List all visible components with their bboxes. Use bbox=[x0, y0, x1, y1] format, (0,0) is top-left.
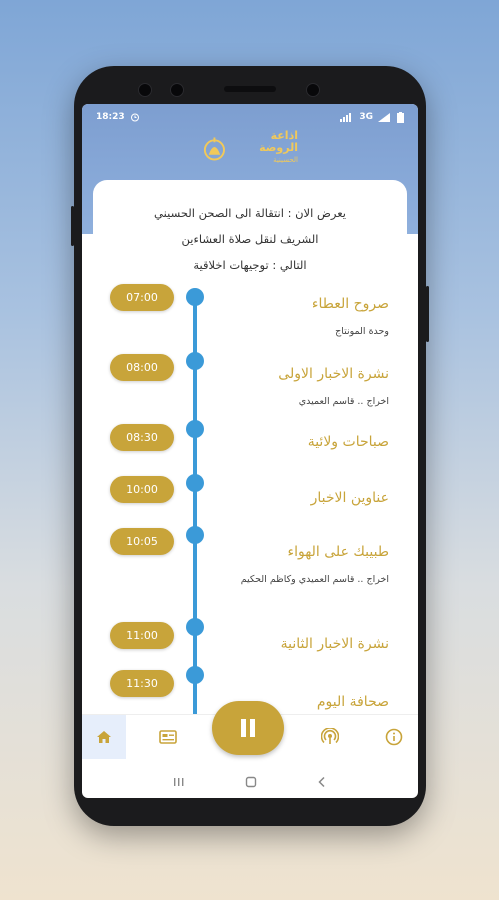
timeline-dot bbox=[186, 474, 204, 492]
timeline-dot bbox=[186, 618, 204, 636]
cell-signal-icon bbox=[378, 113, 392, 122]
time-pill: 10:00 bbox=[110, 476, 174, 503]
schedule-icon bbox=[159, 730, 177, 744]
timeline-dot bbox=[186, 526, 204, 544]
time-pill: 11:00 bbox=[110, 622, 174, 649]
timeline-dot bbox=[186, 288, 204, 306]
recents-icon[interactable] bbox=[173, 777, 185, 787]
program-subtitle: اخراج .. قاسم العميدي bbox=[298, 396, 389, 407]
timeline-dot bbox=[186, 352, 204, 370]
sensor bbox=[138, 83, 152, 97]
volume-button bbox=[71, 206, 74, 246]
pause-icon bbox=[239, 718, 257, 738]
schedule-card bbox=[93, 180, 407, 720]
pause-button[interactable] bbox=[212, 701, 284, 755]
nav-info[interactable] bbox=[372, 715, 416, 759]
timeline-dot bbox=[186, 420, 204, 438]
network-type: 3G bbox=[359, 112, 373, 122]
sensor-right bbox=[306, 83, 320, 97]
phone-frame bbox=[74, 66, 426, 826]
program-title: نشرة الاخبار الثانية bbox=[280, 636, 389, 652]
now-playing-line2: الشريف لنقل صلاة العشاءين bbox=[181, 232, 319, 246]
battery-icon bbox=[397, 112, 404, 123]
time-pill: 07:00 bbox=[110, 284, 174, 311]
system-nav-bar bbox=[82, 766, 418, 798]
power-button bbox=[426, 286, 429, 342]
status-bar bbox=[82, 104, 418, 130]
podcast-icon bbox=[321, 728, 339, 746]
program-title: عناوين الاخبار bbox=[310, 490, 389, 506]
status-time: 18:23 bbox=[96, 112, 125, 122]
info-icon bbox=[385, 728, 403, 746]
nav-live[interactable] bbox=[308, 715, 352, 759]
timeline-dot bbox=[186, 666, 204, 684]
program-title: طبيبك على الهواء bbox=[287, 544, 389, 560]
time-pill: 08:00 bbox=[110, 354, 174, 381]
system-home-icon[interactable] bbox=[245, 776, 257, 788]
time-pill: 11:30 bbox=[110, 670, 174, 697]
front-camera bbox=[170, 83, 184, 97]
alarm-icon bbox=[130, 112, 140, 122]
time-pill: 10:05 bbox=[110, 528, 174, 555]
earpiece bbox=[224, 86, 276, 92]
program-title: صروح العطاء bbox=[311, 296, 389, 312]
signal-icon bbox=[340, 113, 354, 122]
program-title: نشرة الاخبار الاولى bbox=[278, 366, 389, 382]
app-screen bbox=[82, 104, 418, 798]
program-title: صباحات ولائية bbox=[307, 434, 389, 450]
nav-schedule[interactable] bbox=[146, 715, 190, 759]
home-icon bbox=[96, 730, 112, 744]
now-playing-line1: يعرض الان : انتقالة الى الصحن الحسيني bbox=[154, 206, 346, 220]
back-icon[interactable] bbox=[317, 776, 327, 788]
logo-title: اذاعة الروضة bbox=[259, 129, 298, 154]
nav-home[interactable] bbox=[82, 715, 126, 759]
program-subtitle: اخراج .. قاسم العميدي وكاظم الحكيم bbox=[240, 574, 389, 585]
bottom-nav bbox=[82, 714, 418, 767]
logo-subtitle: الحسينية bbox=[273, 156, 298, 164]
now-playing bbox=[93, 200, 407, 278]
time-pill: 08:30 bbox=[110, 424, 174, 451]
app-logo bbox=[202, 130, 298, 166]
logo-dome-icon bbox=[202, 135, 227, 161]
next-program: التالي : توجيهات اخلاقية bbox=[193, 258, 307, 272]
program-title: صحافة اليوم bbox=[316, 694, 389, 710]
program-subtitle: وحدة المونتاج bbox=[335, 326, 389, 337]
